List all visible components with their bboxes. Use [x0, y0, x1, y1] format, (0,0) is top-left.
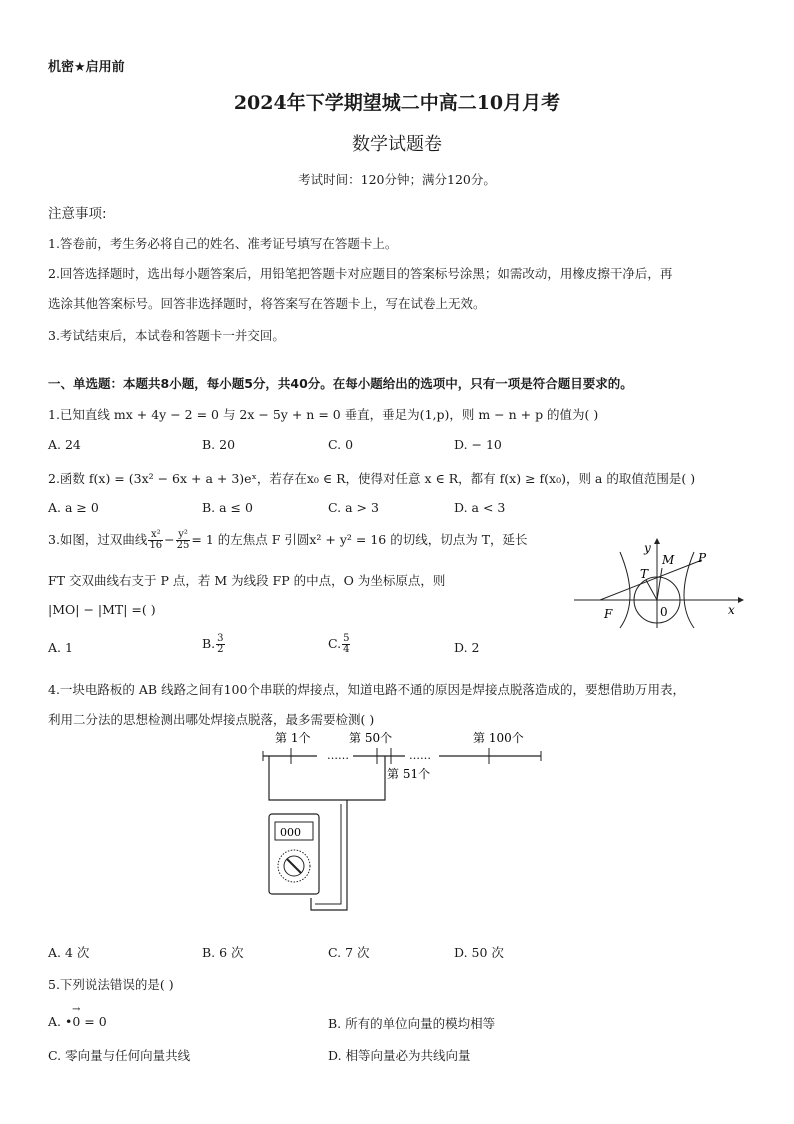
q1-option-d: D. − 10 — [454, 437, 502, 452]
question-3-line-2: FT 交双曲线右支于 P 点，若 M 为线段 FP 的中点，O 为坐标原点，则 — [48, 573, 446, 588]
segment-ot — [646, 580, 657, 600]
fraction-3-2 — [216, 634, 224, 655]
q2-option-a: A. a ≥ 0 — [48, 500, 99, 515]
x-axis-arrow — [738, 597, 744, 603]
frac-num: 5 — [343, 633, 350, 644]
dots-left: …… — [327, 749, 349, 762]
q4-option-b: B. 6 次 — [202, 945, 244, 960]
notice-item-1: 1.答卷前，考生务必将自己的姓名、准考证号填写在答题卡上。 — [48, 236, 398, 251]
label-x: x — [728, 603, 735, 617]
q3-option-d: D. 2 — [454, 640, 480, 655]
notice-item-2-cont: 选涂其他答案标号。回答非选择题时，将答案写在答题卡上，写在试卷上无效。 — [48, 296, 486, 311]
frac-num: y² — [176, 530, 191, 541]
label-f: F — [604, 607, 613, 621]
notice-heading: 注意事项: — [48, 206, 107, 222]
probe-wire-outer — [269, 756, 385, 800]
y-axis-arrow — [654, 538, 660, 544]
label-point-50: 第 50个 — [349, 731, 393, 745]
q3-text-b: = 1 的左焦点 F 引圆x² + y² = 16 的切线，切点为 T，延长 — [191, 532, 528, 547]
question-3-line-3: |MO| − |MT| =( ) — [48, 602, 156, 617]
confidential-mark: 机密★启用前 — [48, 60, 125, 75]
frac-den: 2 — [217, 644, 224, 655]
notice-item-3: 3.考试结束后，本试卷和答题卡一并交回。 — [48, 328, 285, 343]
q2-option-c: C. a > 3 — [328, 500, 379, 515]
q3-option-a: A. 1 — [48, 640, 73, 655]
q5-option-b: B. 所有的单位向量的模均相等 — [328, 1016, 496, 1031]
notice-item-2: 2.回答选择题时，选出每小题答案后，用铅笔把答题卡对应题目的答案标号涂黑；如需改动，用橡皮擦干净后，再 — [48, 266, 673, 281]
question-2-text: 2.函数 f(x) = (3x² − 6x + a + 3)eˣ，若存在x₀ ∈ R，使得对任意 x ∈ R，都有 f(x) ≥ f(x₀)，则 a 的取值范围是( ) — [48, 471, 696, 486]
q3-option-c — [328, 634, 351, 655]
label-y: y — [644, 541, 651, 555]
option-letter: C. — [328, 636, 342, 651]
frac-den: 25 — [176, 540, 190, 551]
label-p: P — [698, 551, 707, 565]
q4-option-a: A. 4 次 — [48, 945, 90, 960]
question-3-line-1 — [48, 530, 528, 551]
q5-option-c: C. 零向量与任何向量共线 — [48, 1048, 191, 1063]
section-heading: 一、单选题：本题共8小题，每小题5分，共40分。在每小题给出的选项中，只有一项是符合题目要求的。 — [48, 376, 633, 391]
tangent-line — [600, 560, 702, 600]
exam-subtitle: 数学试题卷 — [352, 134, 442, 155]
frac-den: 4 — [343, 644, 350, 655]
fraction-x2-16 — [148, 530, 163, 551]
q1-option-a: A. 24 — [48, 437, 81, 452]
q3-option-b — [202, 634, 226, 655]
frac-num: 3 — [217, 633, 224, 644]
segment-om — [657, 568, 662, 600]
q2-option-b: B. a ≤ 0 — [202, 500, 253, 515]
multimeter-readout: 000 — [280, 826, 301, 839]
option-letter: B. — [202, 636, 216, 651]
minus-sign: − — [164, 532, 175, 547]
hyperbola-figure — [570, 532, 750, 632]
q4-option-c: C. 7 次 — [328, 945, 370, 960]
q1-option-c: C. 0 — [328, 437, 354, 452]
q4-option-d: D. 50 次 — [454, 945, 504, 960]
dots-right: …… — [409, 749, 431, 762]
exam-title: 2024年下学期望城二中高二10月月考 — [233, 92, 561, 114]
q5-option-a: A. •0 = 0 — [48, 1014, 107, 1029]
label-point-1: 第 1个 — [275, 731, 311, 745]
question-5-text: 5.下列说法错误的是( ) — [48, 977, 174, 992]
label-point-100: 第 100个 — [473, 731, 524, 745]
frac-num: x² — [148, 530, 163, 541]
frac-den: 16 — [149, 540, 163, 551]
q3-text-a: 3.如图，过双曲线 — [48, 532, 148, 547]
question-4-line-1: 4.一块电路板的 AB 线路之间有100个串联的焊接点，知道电路不通的原因是焊接点脱落造成的，要想借助万用表， — [48, 682, 685, 697]
label-m: M — [662, 553, 675, 567]
q5-option-d: D. 相等向量必为共线向量 — [328, 1048, 471, 1063]
label-point-51: 第 51个 — [387, 767, 431, 781]
circuit-figure — [255, 726, 545, 916]
q2-option-d: D. a < 3 — [454, 500, 506, 515]
question-4-line-2: 利用二分法的思想检测出哪处焊接点脱落，最多需要检测( ) — [48, 712, 375, 727]
fraction-5-4 — [342, 634, 350, 655]
fraction-y2-25 — [176, 530, 191, 551]
question-1-text: 1.已知直线 mx + 4y − 2 = 0 与 2x − 5y + n = 0 垂直，垂足为(1,p)，则 m − n + p 的值为( ) — [48, 407, 599, 422]
label-t: T — [640, 567, 649, 581]
vector-arrow-icon: → — [72, 1004, 81, 1015]
label-o: 0 — [660, 605, 668, 619]
exam-info: 考试时间：120分钟；满分120分。 — [298, 172, 496, 187]
q1-option-b: B. 20 — [202, 437, 236, 452]
